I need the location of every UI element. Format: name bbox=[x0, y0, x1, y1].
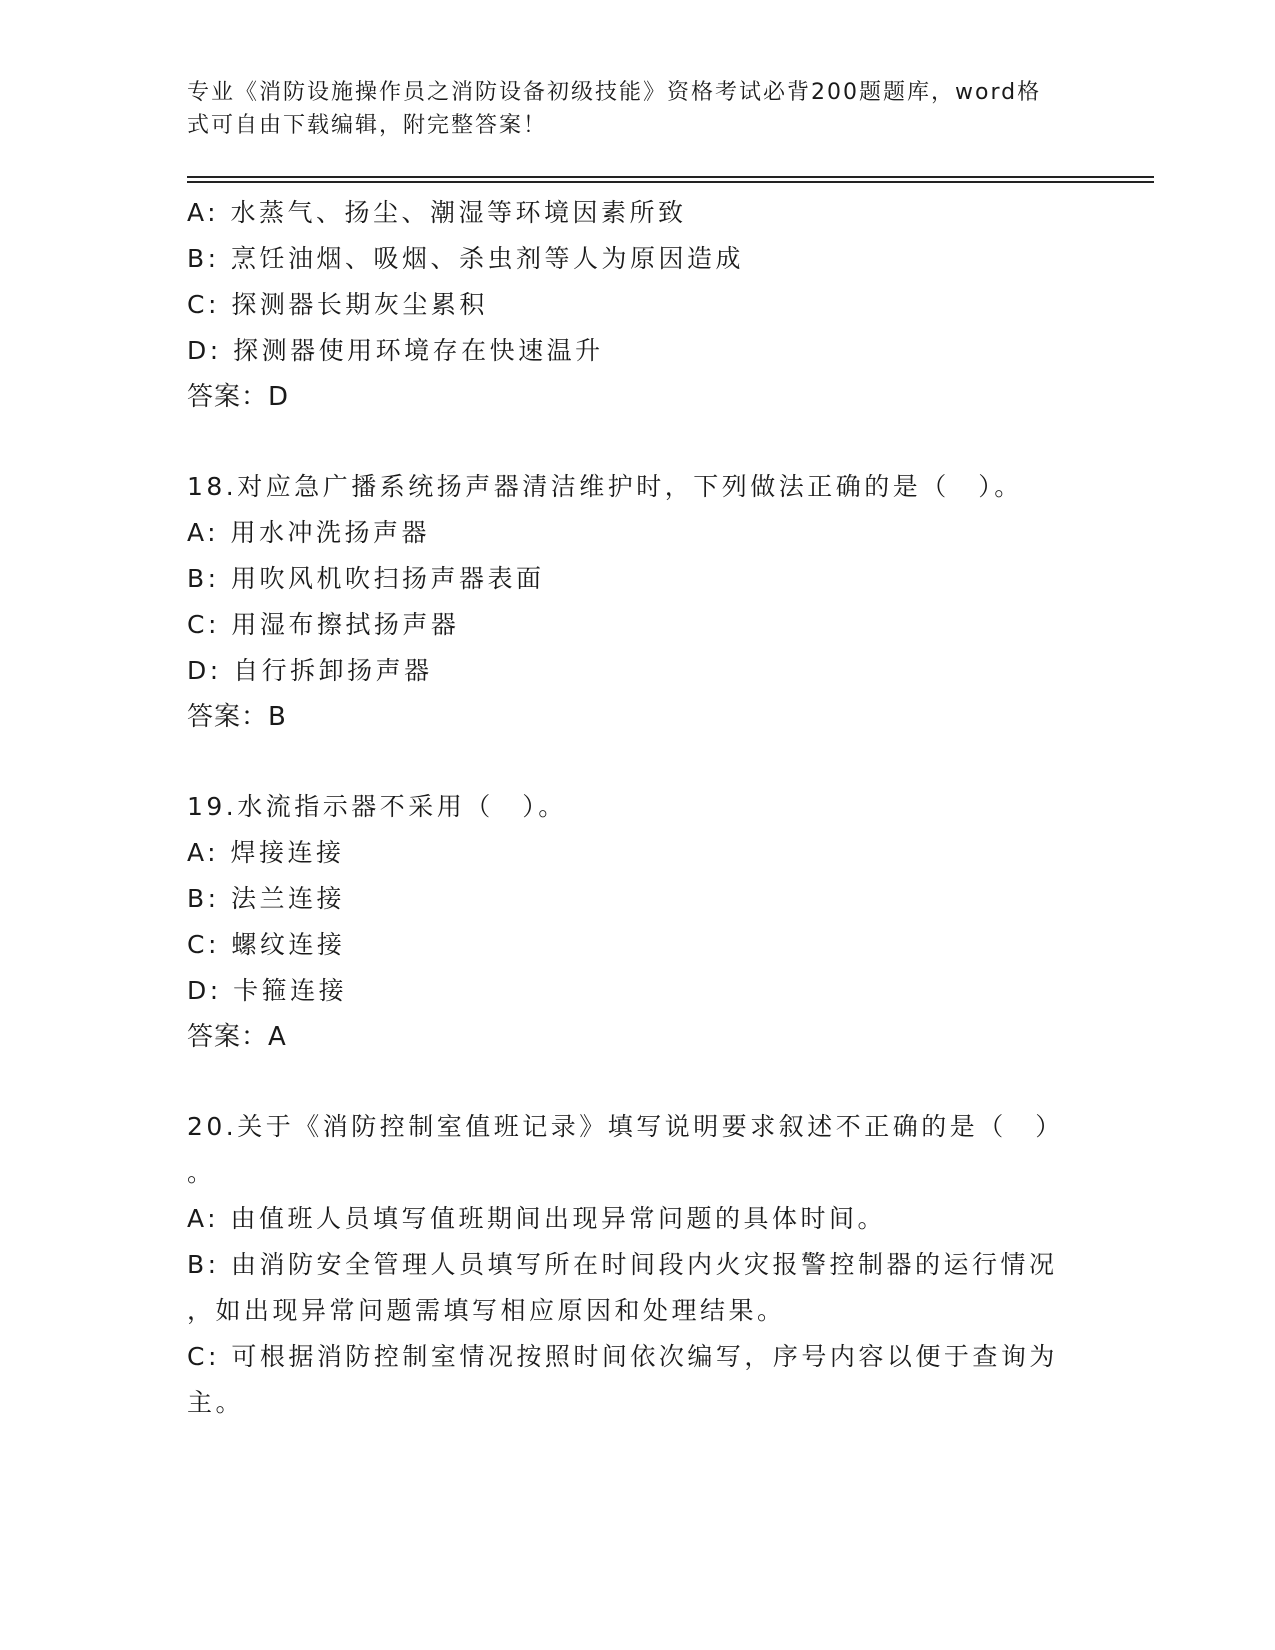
option-c: C: 可根据消防控制室情况按照时间依次编写，序号内容以便于查询为 bbox=[187, 1342, 1058, 1371]
document-intro bbox=[187, 76, 1067, 142]
question-stem-continued: 。 bbox=[187, 1158, 216, 1187]
option-b-continued: ，如出现异常问题需填写相应原因和处理结果。 bbox=[187, 1296, 786, 1325]
question-19 bbox=[187, 784, 1067, 1060]
question-17 bbox=[187, 190, 1067, 420]
option-c: C: 探测器长期灰尘累积 bbox=[187, 290, 488, 319]
option-b: B: 烹饪油烟、吸烟、杀虫剂等人为原因造成 bbox=[187, 244, 745, 273]
question-20 bbox=[187, 1104, 1067, 1426]
question-stem: 20.关于《消防控制室值班记录》填写说明要求叙述不正确的是（ ） bbox=[187, 1112, 1064, 1141]
option-d: D: 卡箍连接 bbox=[187, 976, 348, 1005]
option-b: B: 用吹风机吹扫扬声器表面 bbox=[187, 564, 545, 593]
option-a: A: 焊接连接 bbox=[187, 838, 345, 867]
answer: 答案：D bbox=[187, 382, 290, 412]
question-stem: 18.对应急广播系统扬声器清洁维护时，下列做法正确的是（ ）。 bbox=[187, 472, 1023, 501]
answer: 答案：A bbox=[187, 1022, 287, 1052]
question-list bbox=[187, 190, 1067, 1426]
header-divider-top bbox=[187, 176, 1154, 178]
answer: 答案：B bbox=[187, 702, 287, 732]
option-a: A: 用水冲洗扬声器 bbox=[187, 518, 431, 547]
option-b: B: 由消防安全管理人员填写所在时间段内火灾报警控制器的运行情况 bbox=[187, 1250, 1058, 1279]
option-b: B: 法兰连接 bbox=[187, 884, 346, 913]
option-c-continued: 主。 bbox=[187, 1388, 245, 1417]
option-d: D: 自行拆卸扬声器 bbox=[187, 656, 433, 685]
header-divider-bottom bbox=[187, 181, 1154, 183]
intro-line-2: 式可自由下载编辑，附完整答案！ bbox=[187, 113, 548, 138]
option-a: A: 水蒸气、扬尘、潮湿等环境因素所致 bbox=[187, 198, 687, 227]
intro-line-1: 专业《消防设施操作员之消防设备初级技能》资格考试必背200题题库，word格 bbox=[187, 80, 1042, 105]
option-c: C: 用湿布擦拭扬声器 bbox=[187, 610, 460, 639]
option-a: A: 由值班人员填写值班期间出现异常问题的具体时间。 bbox=[187, 1204, 887, 1233]
option-d: D: 探测器使用环境存在快速温升 bbox=[187, 336, 604, 365]
question-18 bbox=[187, 464, 1067, 740]
option-c: C: 螺纹连接 bbox=[187, 930, 346, 959]
question-stem: 19.水流指示器不采用（ ）。 bbox=[187, 792, 567, 821]
